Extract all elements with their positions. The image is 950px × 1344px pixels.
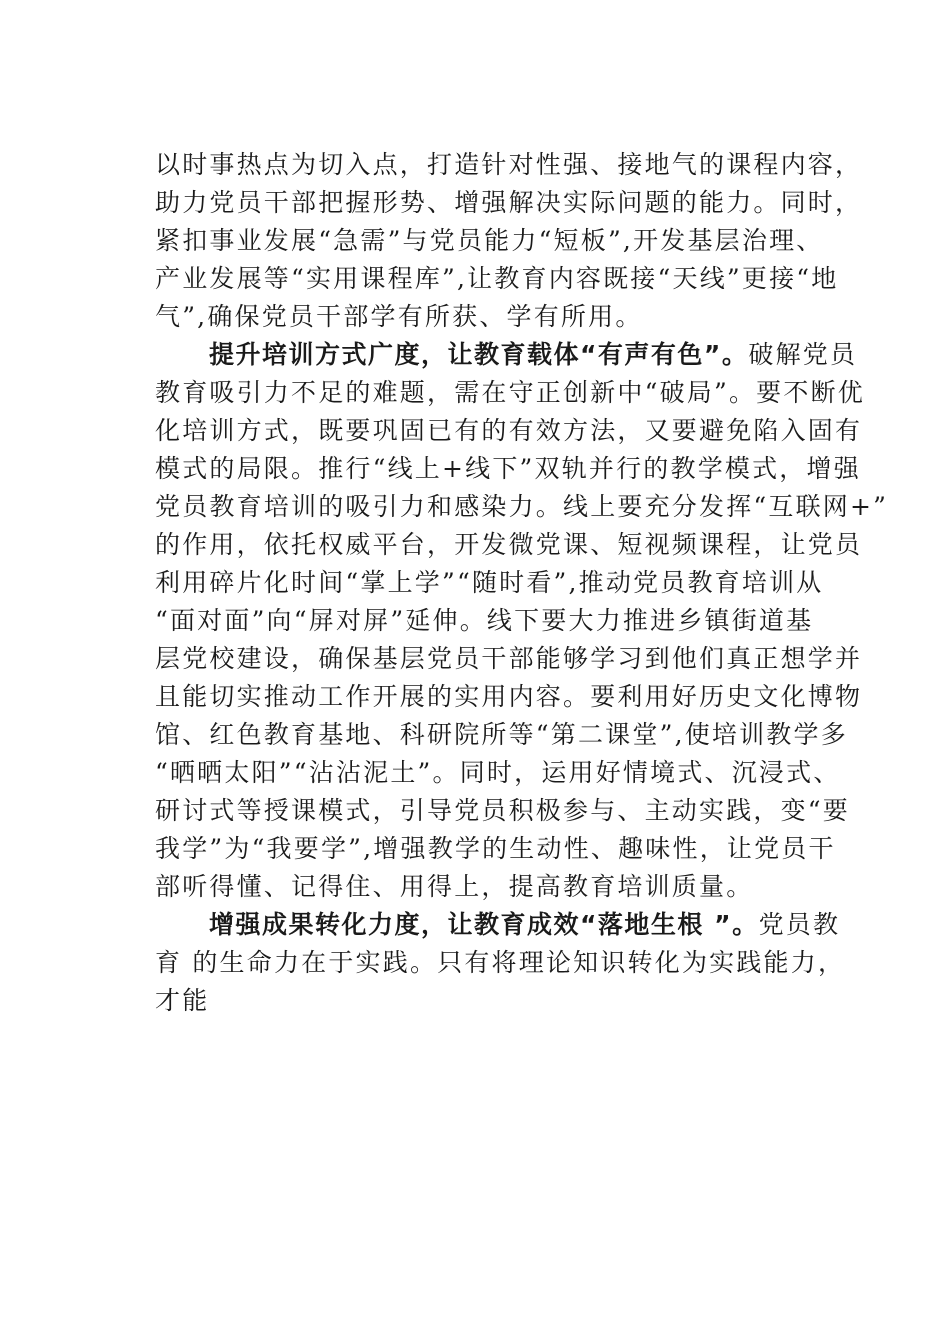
text-line: 党员教育培训的吸引力和感染力。线上要充分发挥“互联网+” (155, 492, 889, 521)
text-line: 紧扣事业发展“急需”与党员能力“短板”,开发基层治理、 (155, 226, 824, 255)
paragraph-2-heading: 提升培训方式广度，让教育载体“有声有色”。 (209, 340, 749, 369)
text-line-first (155, 336, 858, 374)
text-line: 助力党员干部把握形势、增强解决实际问题的能力。同时， (155, 188, 863, 217)
paragraph-2 (155, 336, 889, 906)
text-line: 且能切实推动工作开展的实用内容。要利用好历史文化博物 (155, 682, 863, 711)
text-line: 才能 (155, 986, 210, 1015)
text-line-first (155, 906, 841, 944)
paragraph-3-heading: 增强成果转化力度，让教育成效“落地生根 ”。 (209, 910, 759, 939)
text-line: 馆、红色教育基地、科研院所等“第二课堂”,使培训教学多 (155, 720, 848, 749)
paragraph-2-first-text: 破解党员 (748, 340, 858, 369)
text-line: 的作用，依托权威平台，开发微党课、短视频课程，让党员 (155, 530, 863, 559)
text-line: 育 的生命力在于实践。只有将理论知识转化为实践能力， (155, 948, 846, 977)
text-line: 利用碎片化时间“掌上学”“随时看”,推动党员教育培训从 (155, 568, 824, 597)
paragraph-3 (155, 906, 846, 1020)
text-line: 气”,确保党员干部学有所获、学有所用。 (155, 302, 643, 331)
text-line: 教育吸引力不足的难题，需在守正创新中“破局”。要不断优 (155, 378, 865, 407)
text-line: 模式的局限。推行“线上+线下”双轨并行的教学模式，增强 (155, 454, 861, 483)
text-line: 产业发展等“实用课程库”,让教育内容既接“天线”更接“地 (155, 264, 839, 293)
text-line: 我学”为“我要学”,增强教学的生动性、趣味性，让党员干 (155, 834, 836, 863)
paragraph-3-first-text: 党员教 (758, 910, 841, 939)
text-line: 化培训方式，既要巩固已有的有效方法，又要避免陷入固有 (155, 416, 863, 445)
text-line: 部听得懂、记得住、用得上，提高教育培训质量。 (155, 872, 754, 901)
document-body (155, 146, 889, 1020)
text-line: 层党校建设，确保基层党员干部能够学习到他们真正想学并 (155, 644, 863, 673)
paragraph-1 (155, 146, 863, 336)
text-line: “晒晒太阳”“沾沾泥土”。同时，运用好情境式、沉浸式、 (155, 758, 841, 787)
text-line: “面对面”向“屏对屏”延伸。线下要大力推进乡镇街道基 (155, 606, 814, 635)
text-line: 研讨式等授课模式，引导党员积极参与、主动实践，变“要 (155, 796, 850, 825)
text-line: 以时事热点为切入点，打造针对性强、接地气的课程内容， (155, 150, 863, 179)
